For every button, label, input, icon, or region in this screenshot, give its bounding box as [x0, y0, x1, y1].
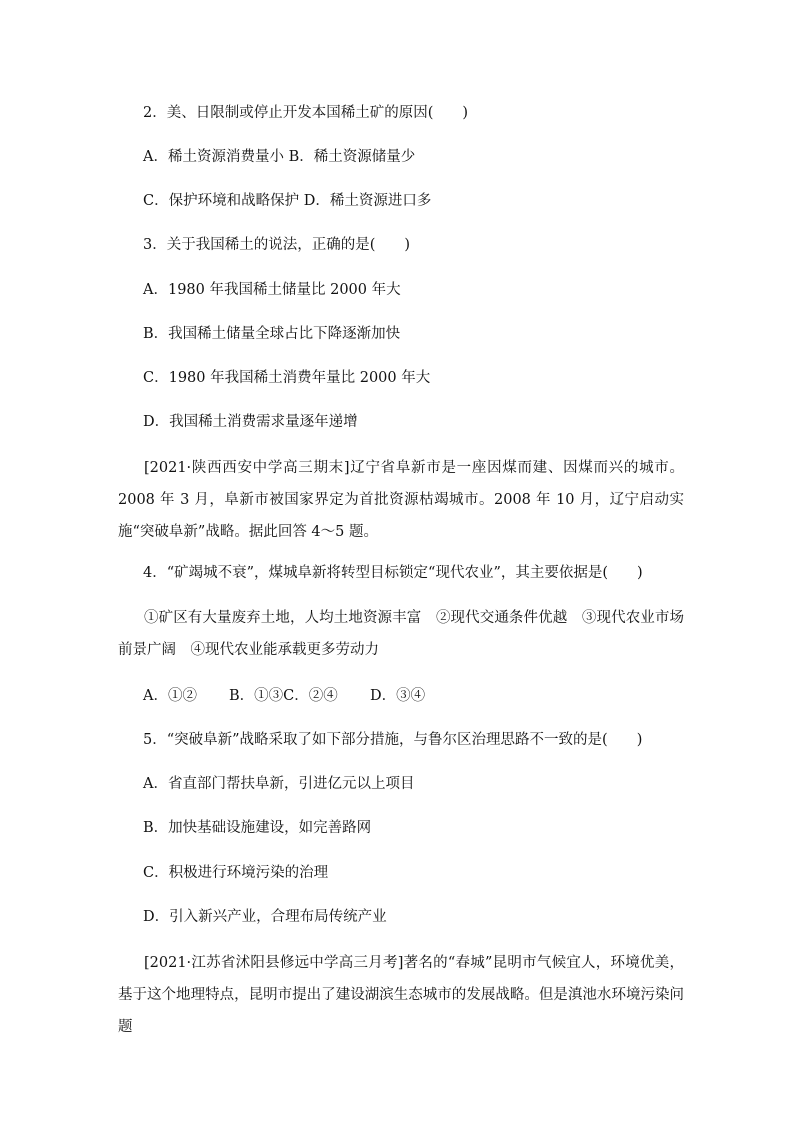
question-5-option-b: B．加快基础设施建设，如完善路网	[143, 820, 372, 836]
question-5-option-a: A．省直部门帮扶阜新，引进亿元以上项目	[143, 776, 415, 792]
question-4-option-d: D．③④	[370, 688, 426, 704]
question-3-option-d: D．我国稀土消费需求量逐年递增	[143, 414, 358, 430]
question-4-options	[143, 686, 425, 706]
question-3-option-c: C．1980 年我国稀土消费年量比 2000 年大	[143, 370, 431, 386]
question-3-stem: 3．关于我国稀土的说法，正确的是( )	[143, 237, 411, 253]
question-4-statements: ①矿区有大量废弃土地，人均土地资源丰富 ②现代交通条件优越 ③现代农业市场前景广阔 ④现代农业能承载更多劳动力	[118, 610, 684, 658]
question-4-option-bc: B．①③C．②④	[229, 688, 338, 704]
question-3-option-a: A．1980 年我国稀土储量比 2000 年大	[143, 282, 401, 298]
question-4-option-a: A．①②	[143, 688, 197, 704]
question-5-option-c: C．积极进行环境污染的治理	[143, 865, 329, 881]
question-4-stem: 4．“矿竭城不衰”，煤城阜新将转型目标锁定“现代农业”，其主要依据是( )	[143, 565, 643, 581]
question-2-stem: 2．美、日限制或停止开发本国稀土矿的原因( )	[143, 105, 469, 121]
question-3-option-b: B．我国稀土储量全球占比下降逐渐加快	[143, 326, 401, 342]
material-paragraph-2: [2021·江苏省沭阳县修远中学高三月考]著名的“春城”昆明市气候宜人，环境优美，基于这个地理特点，昆明市提出了建设湖滨生态城市的发展战略。但是滇池水环境污染问题	[118, 955, 684, 1035]
question-2-options-ab: A．稀土资源消费量小 B．稀土资源储量少	[143, 149, 416, 165]
material-paragraph-1: [2021·陕西西安中学高三期末]辽宁省阜新市是一座因煤而建、因煤而兴的城市。2008 年 3 月，阜新市被国家界定为首批资源枯竭城市。2008 年 10 月，辽宁启动实施“突破阜新”战略。据此回答 4～5 题。	[118, 460, 684, 540]
question-5-stem: 5．“突破阜新”战略采取了如下部分措施，与鲁尔区治理思路不一致的是( )	[143, 732, 643, 748]
question-5-option-d: D．引入新兴产业，合理布局传统产业	[143, 909, 387, 925]
question-2-options-cd: C．保护环境和战略保护 D．稀土资源进口多	[143, 193, 432, 209]
